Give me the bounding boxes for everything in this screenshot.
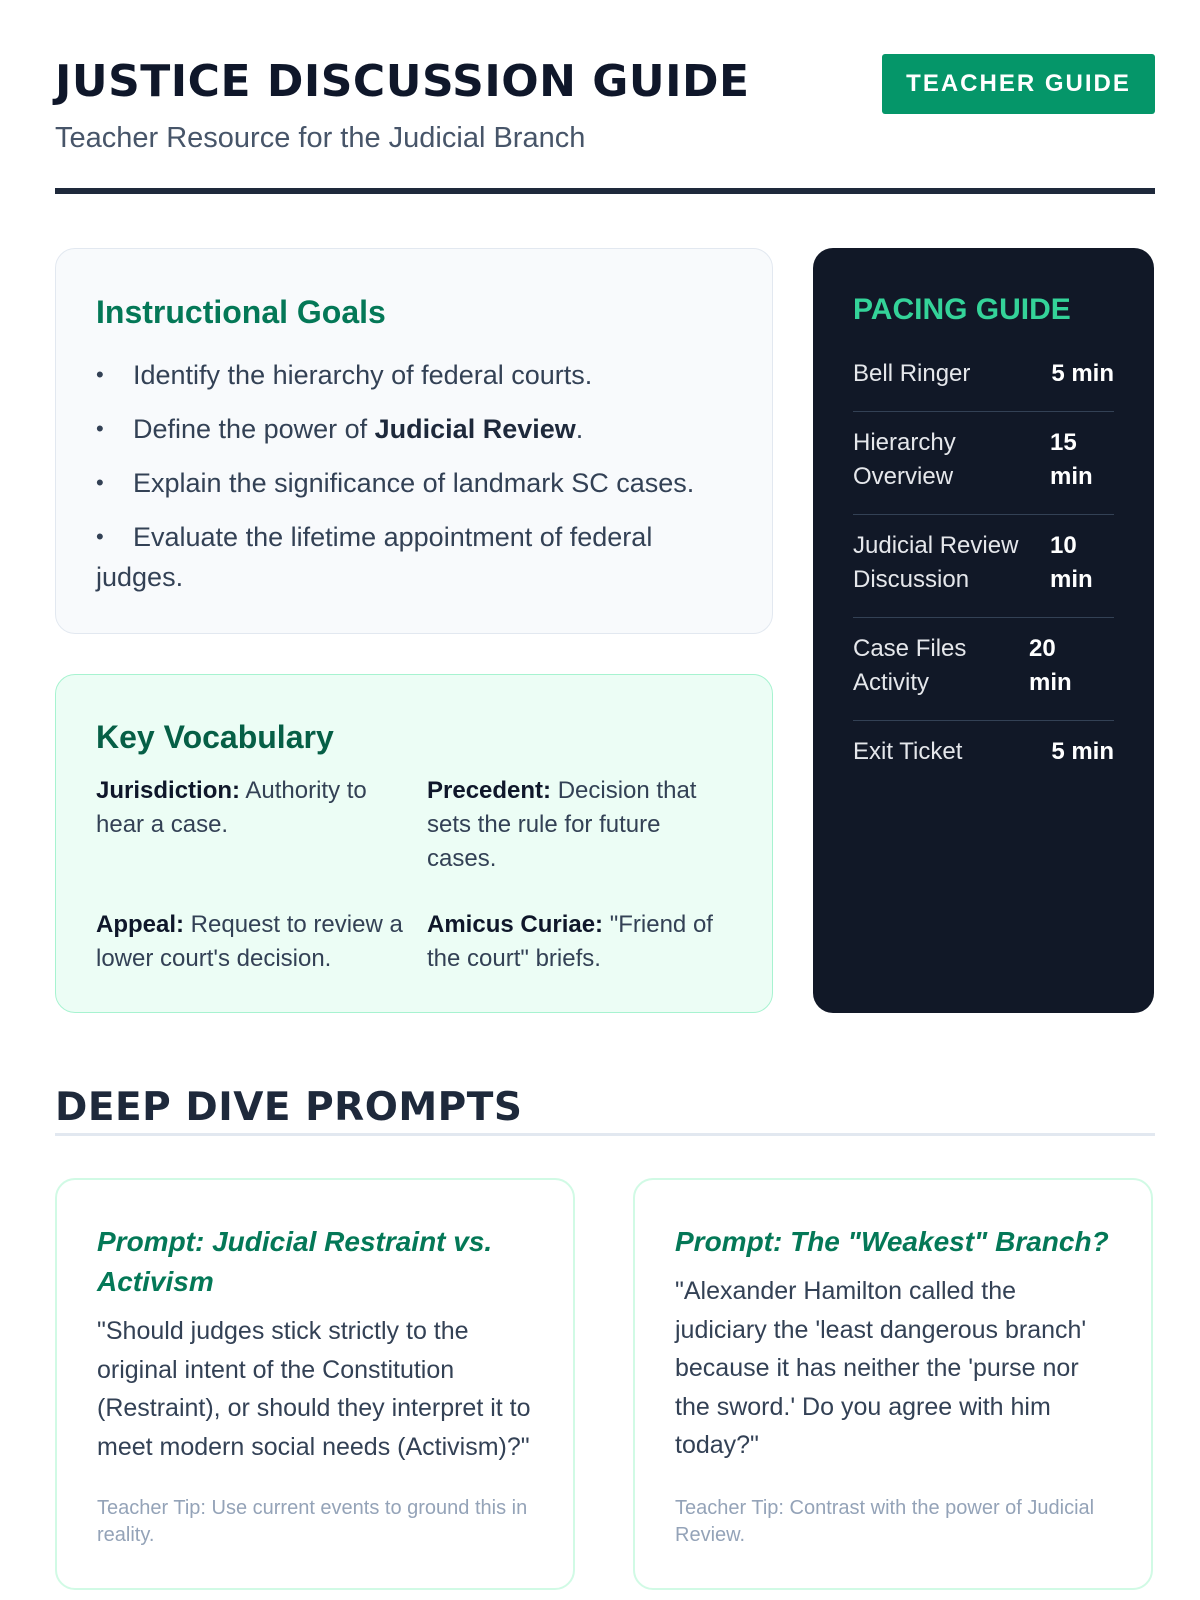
- vocab-term: Jurisdiction:: [96, 777, 241, 804]
- key-vocabulary-title: Key Vocabulary: [96, 719, 334, 755]
- key-vocabulary-card: [55, 674, 773, 1013]
- vocab-item: [427, 908, 727, 976]
- goal-text: Define the power of: [133, 414, 375, 444]
- teacher-tip: Teacher Tip: Contrast with the power of Judicial Review.: [675, 1497, 1095, 1546]
- teacher-guide-badge: TEACHER GUIDE: [882, 54, 1155, 114]
- goal-item: [96, 463, 732, 503]
- vocab-item: [96, 908, 427, 976]
- pacing-activity: Case Files Activity: [853, 635, 967, 696]
- header-divider: [55, 188, 1155, 194]
- prompt-title: Prompt: The "Weakest" Branch?: [675, 1226, 1109, 1257]
- vocab-term: Precedent:: [427, 777, 552, 804]
- prompt-title: Prompt: Judicial Restraint vs. Activism: [97, 1226, 493, 1297]
- pacing-guide-title: PACING GUIDE: [853, 293, 1071, 326]
- prompt-text: "Should judges stick strictly to the original intent of the Constitution (Restraint), or should they interpret it to meet modern social needs (Activism)?": [97, 1317, 531, 1461]
- pacing-time: 5 min: [1051, 738, 1114, 765]
- page-subtitle: Teacher Resource for the Judicial Branch: [55, 122, 586, 154]
- goal-text: Identify the hierarchy of federal courts.: [133, 360, 593, 390]
- vocabulary-grid: [96, 774, 732, 976]
- vocab-definition: Decision that sets the rule for future cases.: [427, 777, 697, 872]
- goal-item: [96, 409, 732, 449]
- vocab-item: [96, 774, 427, 876]
- deep-dive-heading: DEEP DIVE PROMPTS: [55, 1085, 523, 1130]
- pacing-activity: Bell Ringer: [853, 360, 971, 387]
- prompt-card-weakest-branch: [633, 1178, 1153, 1590]
- pacing-row: [853, 412, 1114, 515]
- pacing-time: 15 min: [1050, 429, 1093, 490]
- pacing-activity: Judicial Review Discussion: [853, 532, 1019, 593]
- goal-item: [96, 517, 732, 597]
- prompt-card-restraint-activism: [55, 1178, 575, 1590]
- deep-dive-divider: [55, 1133, 1155, 1136]
- pacing-activity: Exit Ticket: [853, 738, 963, 765]
- pacing-row: [853, 355, 1114, 412]
- page-header: [55, 52, 1155, 192]
- vocab-term: Amicus Curiae:: [427, 911, 604, 938]
- goals-list: [96, 355, 732, 597]
- vocab-definition: Request to review a lower court's decision.: [96, 911, 403, 972]
- vocab-definition: "Friend of the court" briefs.: [427, 911, 713, 972]
- vocab-definition: Authority to hear a case.: [96, 777, 367, 838]
- pacing-row: [853, 515, 1114, 618]
- instructional-goals-title: Instructional Goals: [96, 294, 386, 330]
- pacing-activity: Hierarchy Overview: [853, 429, 956, 490]
- instructional-goals-card: [55, 248, 773, 634]
- pacing-row: [853, 721, 1114, 789]
- goal-text: Evaluate the lifetime appointment of federal judges.: [96, 522, 653, 592]
- prompt-text: "Alexander Hamilton called the judiciary the 'least dangerous branch' because it has neither the 'purse nor the sword.' Do you agree with him today?": [675, 1277, 1087, 1459]
- goal-text-end: .: [575, 414, 584, 444]
- goal-text: Explain the significance of landmark SC cases.: [133, 468, 695, 498]
- goal-item: [96, 355, 732, 395]
- teacher-tip: Teacher Tip: Use current events to ground this in reality.: [97, 1497, 528, 1546]
- vocab-term: Appeal:: [96, 911, 185, 938]
- vocab-item: [427, 774, 727, 876]
- pacing-guide-card: [813, 248, 1154, 1013]
- page-title: JUSTICE DISCUSSION GUIDE: [55, 56, 750, 107]
- pacing-time: 5 min: [1051, 360, 1114, 387]
- goal-bold-text: Judicial Review: [374, 414, 576, 444]
- pacing-time: 20 min: [1029, 635, 1072, 696]
- pacing-row: [853, 618, 1114, 721]
- pacing-time: 10 min: [1050, 532, 1093, 593]
